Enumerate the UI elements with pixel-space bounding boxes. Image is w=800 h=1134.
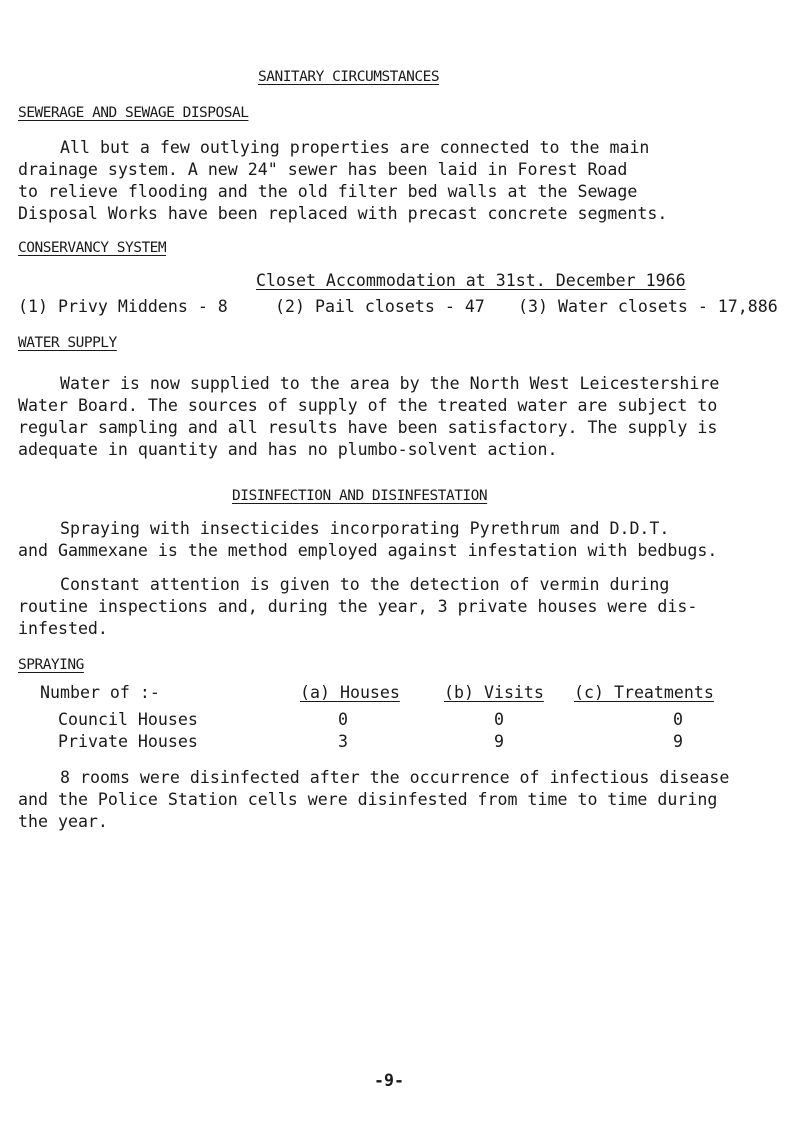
spraying-row-label: Number of :- [40, 683, 160, 702]
spraying-note-line: and the Police Station cells were disinfested from time to time during [18, 790, 718, 809]
page-title: SANITARY CIRCUMSTANCES [258, 69, 440, 85]
disinfection-line: routine inspections and, during the year, 3 private houses were dis- [18, 597, 698, 616]
spraying-note-line: the year. [18, 812, 108, 831]
water-line: regular sampling and all results have been satisfactory. The supply is [18, 418, 718, 437]
table-row-label: Council Houses [58, 710, 198, 729]
table-cell: 0 [494, 710, 504, 729]
disinfection-line: and Gammexane is the method employed against infestation with bedbugs. [18, 541, 718, 560]
disinfection-line: Spraying with insecticides incorporating Pyrethrum and D.D.T. [60, 519, 670, 538]
table-cell: 0 [338, 710, 348, 729]
water-line: Water Board. The sources of supply of the treated water are subject to [18, 396, 718, 415]
closet-item: (3) Water closets - 17,886 [518, 297, 778, 316]
table-row-label: Private Houses [58, 732, 198, 751]
column-header-houses: (a) Houses [300, 683, 400, 702]
sewerage-heading: SEWERAGE AND SEWAGE DISPOSAL [18, 105, 249, 121]
closet-accommodation-subheading: Closet Accommodation at 31st. December 1966 [256, 271, 686, 290]
table-cell: 9 [673, 732, 683, 751]
column-header-visits: (b) Visits [444, 683, 544, 702]
closet-item: (2) Pail closets - 47 [275, 297, 485, 316]
sewerage-line: to relieve flooding and the old filter bed walls at the Sewage [18, 182, 638, 201]
sewerage-line: drainage system. A new 24" sewer has been laid in Forest Road [18, 160, 628, 179]
water-supply-heading: WATER SUPPLY [18, 335, 117, 351]
water-line: adequate in quantity and has no plumbo-solvent action. [18, 440, 558, 459]
sewerage-line: Disposal Works have been replaced with precast concrete segments. [18, 204, 668, 223]
water-line: Water is now supplied to the area by the North West Leicestershire [60, 374, 720, 393]
column-header-treatments: (c) Treatments [574, 683, 714, 702]
conservancy-heading: CONSERVANCY SYSTEM [18, 240, 167, 256]
disinfection-heading: DISINFECTION AND DISINFESTATION [232, 488, 488, 504]
disinfection-line: Constant attention is given to the detection of vermin during [60, 575, 670, 594]
spraying-heading: SPRAYING [18, 657, 84, 673]
table-cell: 9 [494, 732, 504, 751]
sewerage-line: All but a few outlying properties are connected to the main [60, 138, 650, 157]
page-number: -9- [374, 1071, 404, 1090]
spraying-note-line: 8 rooms were disinfected after the occurrence of infectious disease [60, 768, 730, 787]
disinfection-line: infested. [18, 619, 108, 638]
table-cell: 0 [673, 710, 683, 729]
table-cell: 3 [338, 732, 348, 751]
closet-item: (1) Privy Middens - 8 [18, 297, 228, 316]
